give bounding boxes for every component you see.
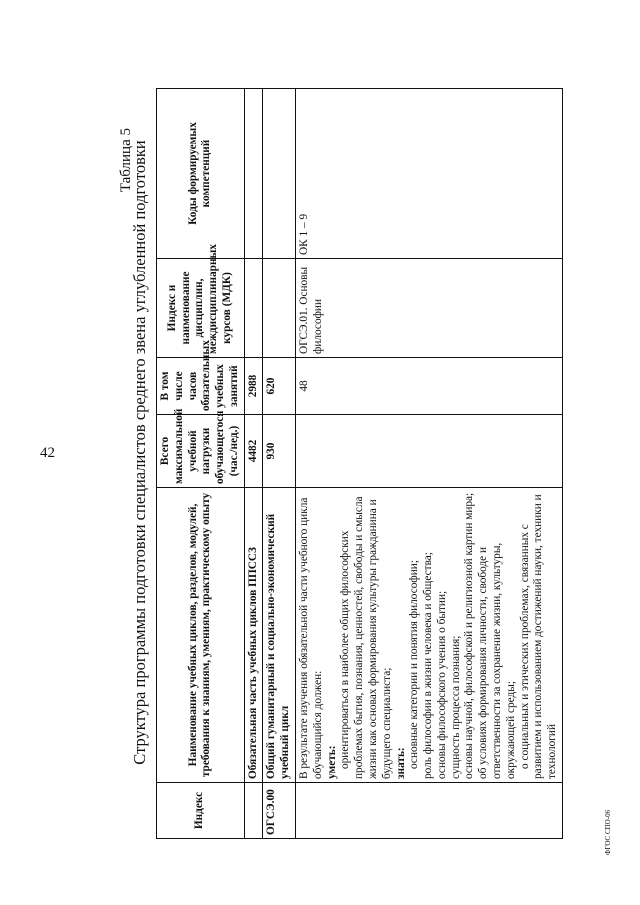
detail-intro: В результате изучения обязательной части учебного цикла обучающийся должен: [298,497,324,779]
cell-name: Обязательная часть учебных циклов ППССЗ [244,488,263,783]
znat-item: сущность процесса познания; [449,635,462,779]
umet-text: ориентироваться в наиболее общих философских проблемах бытия, познания, ценностей, свободы и смысла жизни как основах формирования культуры гражданина и будущего специалиста; [339,496,393,779]
cell-discipline [244,259,263,358]
znat-item: основы научной, философской и религиозной картин мира; [463,492,476,779]
header-name: Наименование учебных циклов, разделов, модулей, требования к знаниям, умениям, практическому опыту [157,488,245,783]
page-number: 42 [40,445,55,461]
header-total: Всего максимальной учебной нагрузки обучающегося (час./нед.) [157,415,245,488]
cell-required: 2988 [244,358,263,415]
znat-item: о социальных и этических проблемах, связанных с развитием и использованием достижений науки, техники и технологий [518,494,559,779]
cell-total: 4482 [244,415,263,488]
cell-name: Общий гуманитарный и социально-экономический учебный цикл [263,488,296,783]
cell-required: 620 [263,358,296,415]
table-row-mandatory [244,89,263,839]
footer-code: ФГОС СПО-06 [604,809,612,855]
cell-codes: ОК 1 – 9 [296,89,563,259]
document-title: Структура программы подготовки специалистов среднего звена углубленной подготовки [130,140,149,765]
table-row-detail [296,89,563,839]
cell-index: ОГСЭ.00 [263,783,296,839]
program-structure-table [156,88,563,839]
cell-codes [263,89,296,259]
znat-label: знать: [394,747,407,779]
umet-label: уметь: [325,745,338,779]
cell-name [296,488,563,783]
header-discipline: Индекс и наименование дисциплин, междисциплинарных курсов (МДК) [157,259,245,358]
cell-required: 48 [296,358,563,415]
cell-codes [244,89,263,259]
znat-item: об условиях формирования личности, свободе и ответственности за сохранение жизни, культуры, окружающей среды; [477,542,517,779]
header-index: Индекс [157,783,245,839]
cell-total: 930 [263,415,296,488]
cell-index [296,783,563,839]
znat-item: основы философского учения о бытии; [435,590,448,779]
table-row-cycle [263,89,296,839]
cell-index [244,783,263,839]
cell-discipline [263,259,296,358]
cell-discipline: ОГСЭ.01. Основы философии [296,259,563,358]
table-header-row [157,89,245,839]
header-codes: Коды формируемых компетенций [157,89,245,259]
znat-item: роль философии в жизни человека и общества; [422,552,435,779]
header-required: В том числе часов обязательных учебных занятий [157,358,245,415]
cell-total [296,415,563,488]
znat-item: основные категории и понятия философии; [408,560,421,769]
table-caption: Таблица 5 [118,128,134,193]
